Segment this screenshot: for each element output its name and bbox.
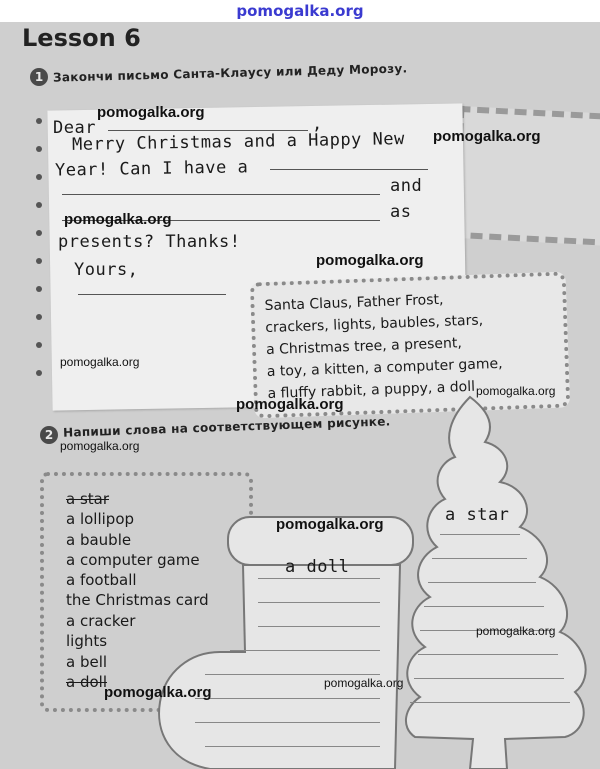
tree-line[interactable] <box>414 678 564 679</box>
site-header[interactable]: pomogalka.org <box>236 2 364 20</box>
spiral-ring <box>36 202 42 208</box>
stocking-line[interactable] <box>258 626 380 627</box>
watermark: pomogalka.org <box>64 211 172 228</box>
spiral-ring <box>36 174 42 180</box>
spiral-ring <box>36 230 42 236</box>
watermark: pomogalka.org <box>316 252 424 269</box>
envelope-illustration <box>452 106 600 246</box>
list-item: the Christmas card <box>66 591 209 609</box>
watermark: pomogalka.org <box>236 396 344 413</box>
workbook-page <box>0 22 600 769</box>
list-item: a bell <box>66 653 108 671</box>
christmas-tree-illustration <box>395 387 600 769</box>
spiral-ring <box>36 370 42 376</box>
spiral-ring <box>36 258 42 264</box>
spiral-ring <box>36 342 42 348</box>
lesson-title: Lesson 6 <box>22 24 141 52</box>
tree-line[interactable] <box>418 654 558 655</box>
letter-presents: presents? Thanks! <box>58 232 241 252</box>
tree-shape <box>406 397 586 769</box>
spiral-ring <box>36 286 42 292</box>
blank-line-signature[interactable] <box>78 294 226 295</box>
letter-yours: Yours, <box>74 260 139 280</box>
stocking-illustration <box>150 512 418 769</box>
tree-line[interactable] <box>432 558 527 559</box>
list-item: a cracker <box>66 612 136 630</box>
list-item: a doll <box>66 673 107 691</box>
watermark: pomogalka.org <box>433 128 541 145</box>
stocking-line[interactable] <box>195 722 380 723</box>
spiral-ring <box>36 118 42 124</box>
letter-line-2: Merry Christmas and a Happy New <box>71 129 405 155</box>
list-item: a bauble <box>66 531 132 549</box>
word-bank-line: crackers, lights, baubles, stars, <box>265 312 484 337</box>
letter-as: as <box>390 202 412 222</box>
word-bank-line: Santa Claus, Father Frost, <box>264 291 444 315</box>
tree-line[interactable] <box>424 606 544 607</box>
watermark: pomogalka.org <box>476 384 556 398</box>
word-bank-line: a fluffy rabbit, a puppy, a doll <box>267 378 476 402</box>
exercise-2-number: 2 <box>40 426 58 444</box>
tree-line[interactable] <box>428 582 536 583</box>
tree-answer: a star <box>445 505 510 525</box>
spiral-ring <box>36 146 42 152</box>
watermark: pomogalka.org <box>60 355 140 369</box>
watermark: pomogalka.org <box>324 676 404 690</box>
tree-line[interactable] <box>410 702 570 703</box>
list-item: a lollipop <box>66 510 135 528</box>
watermark: pomogalka.org <box>276 516 384 533</box>
list-item: lights <box>66 632 108 650</box>
watermark: pomogalka.org <box>104 684 212 701</box>
word-bank-line: a Christmas tree, a present, <box>265 335 463 359</box>
watermark: pomogalka.org <box>476 624 556 638</box>
stocking-answer: a doll <box>285 557 350 577</box>
letter-dear: Dear <box>53 118 96 138</box>
stocking-line[interactable] <box>205 746 380 747</box>
stocking-body <box>159 565 400 769</box>
letter-and: and <box>390 176 423 196</box>
stocking-line[interactable] <box>205 674 380 675</box>
stocking-line[interactable] <box>230 650 380 651</box>
watermark: pomogalka.org <box>97 104 205 121</box>
exercise-1-instruction: Закончи письмо Санта-Клаусу или Деду Морозу. <box>52 61 408 85</box>
exercise-1-number: 1 <box>30 68 48 86</box>
list-item: a computer game <box>66 551 200 569</box>
stocking-line[interactable] <box>258 578 380 579</box>
letter-line-3: Year! Can I have a <box>54 157 249 181</box>
spiral-ring <box>36 314 42 320</box>
stocking-line[interactable] <box>195 698 380 699</box>
tree-line[interactable] <box>440 534 520 535</box>
letter-comma: , <box>312 114 323 134</box>
list-item: a football <box>66 571 137 589</box>
blank-line-gift-2[interactable] <box>62 194 380 195</box>
list-item: a star <box>66 490 110 508</box>
blank-line-gift-1[interactable] <box>270 169 428 170</box>
word-bank-line: a toy, a kitten, a computer game, <box>266 355 503 381</box>
stocking-line[interactable] <box>258 602 380 603</box>
exercise-2-instruction: Напиши слова на соответствующем рисунке. <box>62 414 391 440</box>
watermark: pomogalka.org <box>60 439 140 453</box>
